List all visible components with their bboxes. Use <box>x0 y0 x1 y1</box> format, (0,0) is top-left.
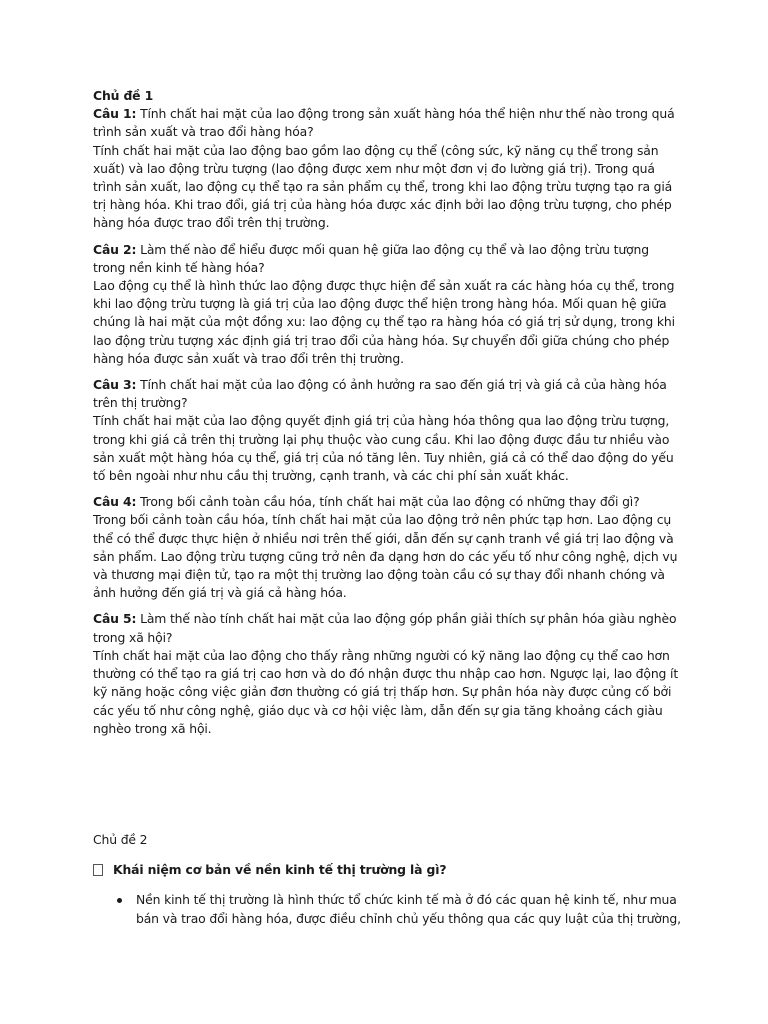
question-text: Tính chất hai mặt của lao động có ảnh hưởng ra sao đến giá trị và giá cả của hàng hóa trên thị trường? <box>93 377 667 411</box>
question-2 <box>93 241 683 277</box>
section-gap <box>93 746 683 831</box>
question-text: Làm thế nào để hiểu được mối quan hệ giữa lao động cụ thể và lao động trừu tượng trong nền kinh tế hàng hóa? <box>93 241 649 275</box>
question-text: Tính chất hai mặt của lao động trong sản xuất hàng hóa thể hiện như thế nào trong quá trình sản xuất và trao đổi hàng hóa? <box>93 106 675 140</box>
answer-3: Tính chất hai mặt của lao động quyết định giá trị của hàng hóa thông qua lao động trừu tượng, trong khi giá cả trên thị trường lại phụ thuộc vào cung cầu. Khi lao động được đầu tư nhiều vào sản xuất một hàng hóa cụ thể, giá trị của nó tăng lên. Tuy nhiên, giá cả có thể dao động do yếu tố bên ngoài như nhu cầu thị trường, cạnh tranh, và các chi phí sản xuất khác. <box>93 413 674 484</box>
document-body <box>93 87 683 928</box>
list-item <box>93 891 683 927</box>
question-label: Câu 2: <box>93 241 137 257</box>
subheading <box>93 861 683 879</box>
qa-block-2 <box>93 241 683 368</box>
question-label: Câu 1: <box>93 106 137 122</box>
question-1 <box>93 105 683 141</box>
question-5 <box>93 610 683 646</box>
topic-1-title: Chủ đề 1 <box>93 88 154 103</box>
question-4 <box>93 493 683 511</box>
qa-block-5 <box>93 610 683 737</box>
answer-1: Tính chất hai mặt của lao động bao gồm lao động cụ thể (công sức, kỹ năng cụ thể trong sản xuất) và lao động trừu tượng (lao động được xem như một đơn vị đo lường giá trị). Trong quá trình sản xuất, lao động cụ thể tạo ra sản phẩm cụ thể, trong khi lao động trừu tượng tạo ra giá trị hàng hóa. Khi trao đổi, giá trị của hàng hóa được xác định bởi lao động trừu tượng, cho phép hàng hóa được trao đổi trên thị trường. <box>93 142 673 231</box>
question-label: Câu 3: <box>93 377 137 393</box>
qa-block-4 <box>93 493 683 602</box>
qa-block-3 <box>93 376 683 485</box>
question-label: Câu 5: <box>93 611 137 627</box>
answer-4: Trong bối cảnh toàn cầu hóa, tính chất hai mặt của lao động trở nên phức tạp hơn. Lao động cụ thể có thể được thực hiện ở nhiều nơi trên thế giới, dẫn đến sự cạnh tranh về giá trị lao động và sản phẩm. Lao động trừu tượng cũng trở nên đa dạng hơn do các yếu tố như công nghệ, dịch vụ và thương mại điện tử, tạo ra một thị trường lao động toàn cầu có sự thay đổi nhanh chóng và ảnh hưởng đến giá trị và giá cả hàng hóa. <box>93 512 678 601</box>
question-text: Trong bối cảnh toàn cầu hóa, tính chất hai mặt của lao động có những thay đổi gì? <box>136 494 640 510</box>
answer-5: Tính chất hai mặt của lao động cho thấy rằng những người có kỹ năng lao động cụ thể cao hơn thường có thể tạo ra giá trị cao hơn và do đó nhận được thu nhập cao hơn. Ngược lại, lao động ít kỹ năng hoặc công việc giản đơn thường có giá trị thấp hơn. Sự phân hóa này được củng cố bởi các yếu tố như công nghệ, giáo dục và cơ hội việc làm, dẫn đến sự gia tăng khoảng cách giàu nghèo trong xã hội. <box>93 647 679 736</box>
subheading-text: Khái niệm cơ bản về nền kinh tế thị trường là gì? <box>113 862 447 878</box>
question-text: Làm thế nào tính chất hai mặt của lao động góp phần giải thích sự phân hóa giàu nghèo trong xã hội? <box>93 611 677 645</box>
missing-glyph-icon <box>93 864 103 876</box>
topic-2-title: Chủ đề 2 <box>93 831 148 847</box>
answer-2: Lao động cụ thể là hình thức lao động được thực hiện để sản xuất ra các hàng hóa cụ thể, trong khi lao động trừu tượng là giá trị của lao động được thể hiện trong hàng hóa. Mối quan hệ giữa chúng là hai mặt của một đồng xu: lao động cụ thể tạo ra hàng hóa có giá trị sử dụng, trong khi lao động trừu tượng xác định giá trị trao đổi của hàng hóa. Sự chuyển đổi giữa chúng cho phép hàng hóa được sản xuất và trao đổi trên thị trường. <box>93 278 675 366</box>
question-3 <box>93 376 683 412</box>
bullet-list <box>93 891 683 927</box>
question-label: Câu 4: <box>93 494 137 510</box>
qa-block-1 <box>93 105 683 232</box>
list-item-text: Nền kinh tế thị trường là hình thức tổ chức kinh tế mà ở đó các quan hệ kinh tế, như mua bán và trao đổi hàng hóa, được điều chỉnh chủ yếu thông qua các quy luật của thị trường, <box>136 892 681 926</box>
bullet-icon <box>117 898 122 903</box>
